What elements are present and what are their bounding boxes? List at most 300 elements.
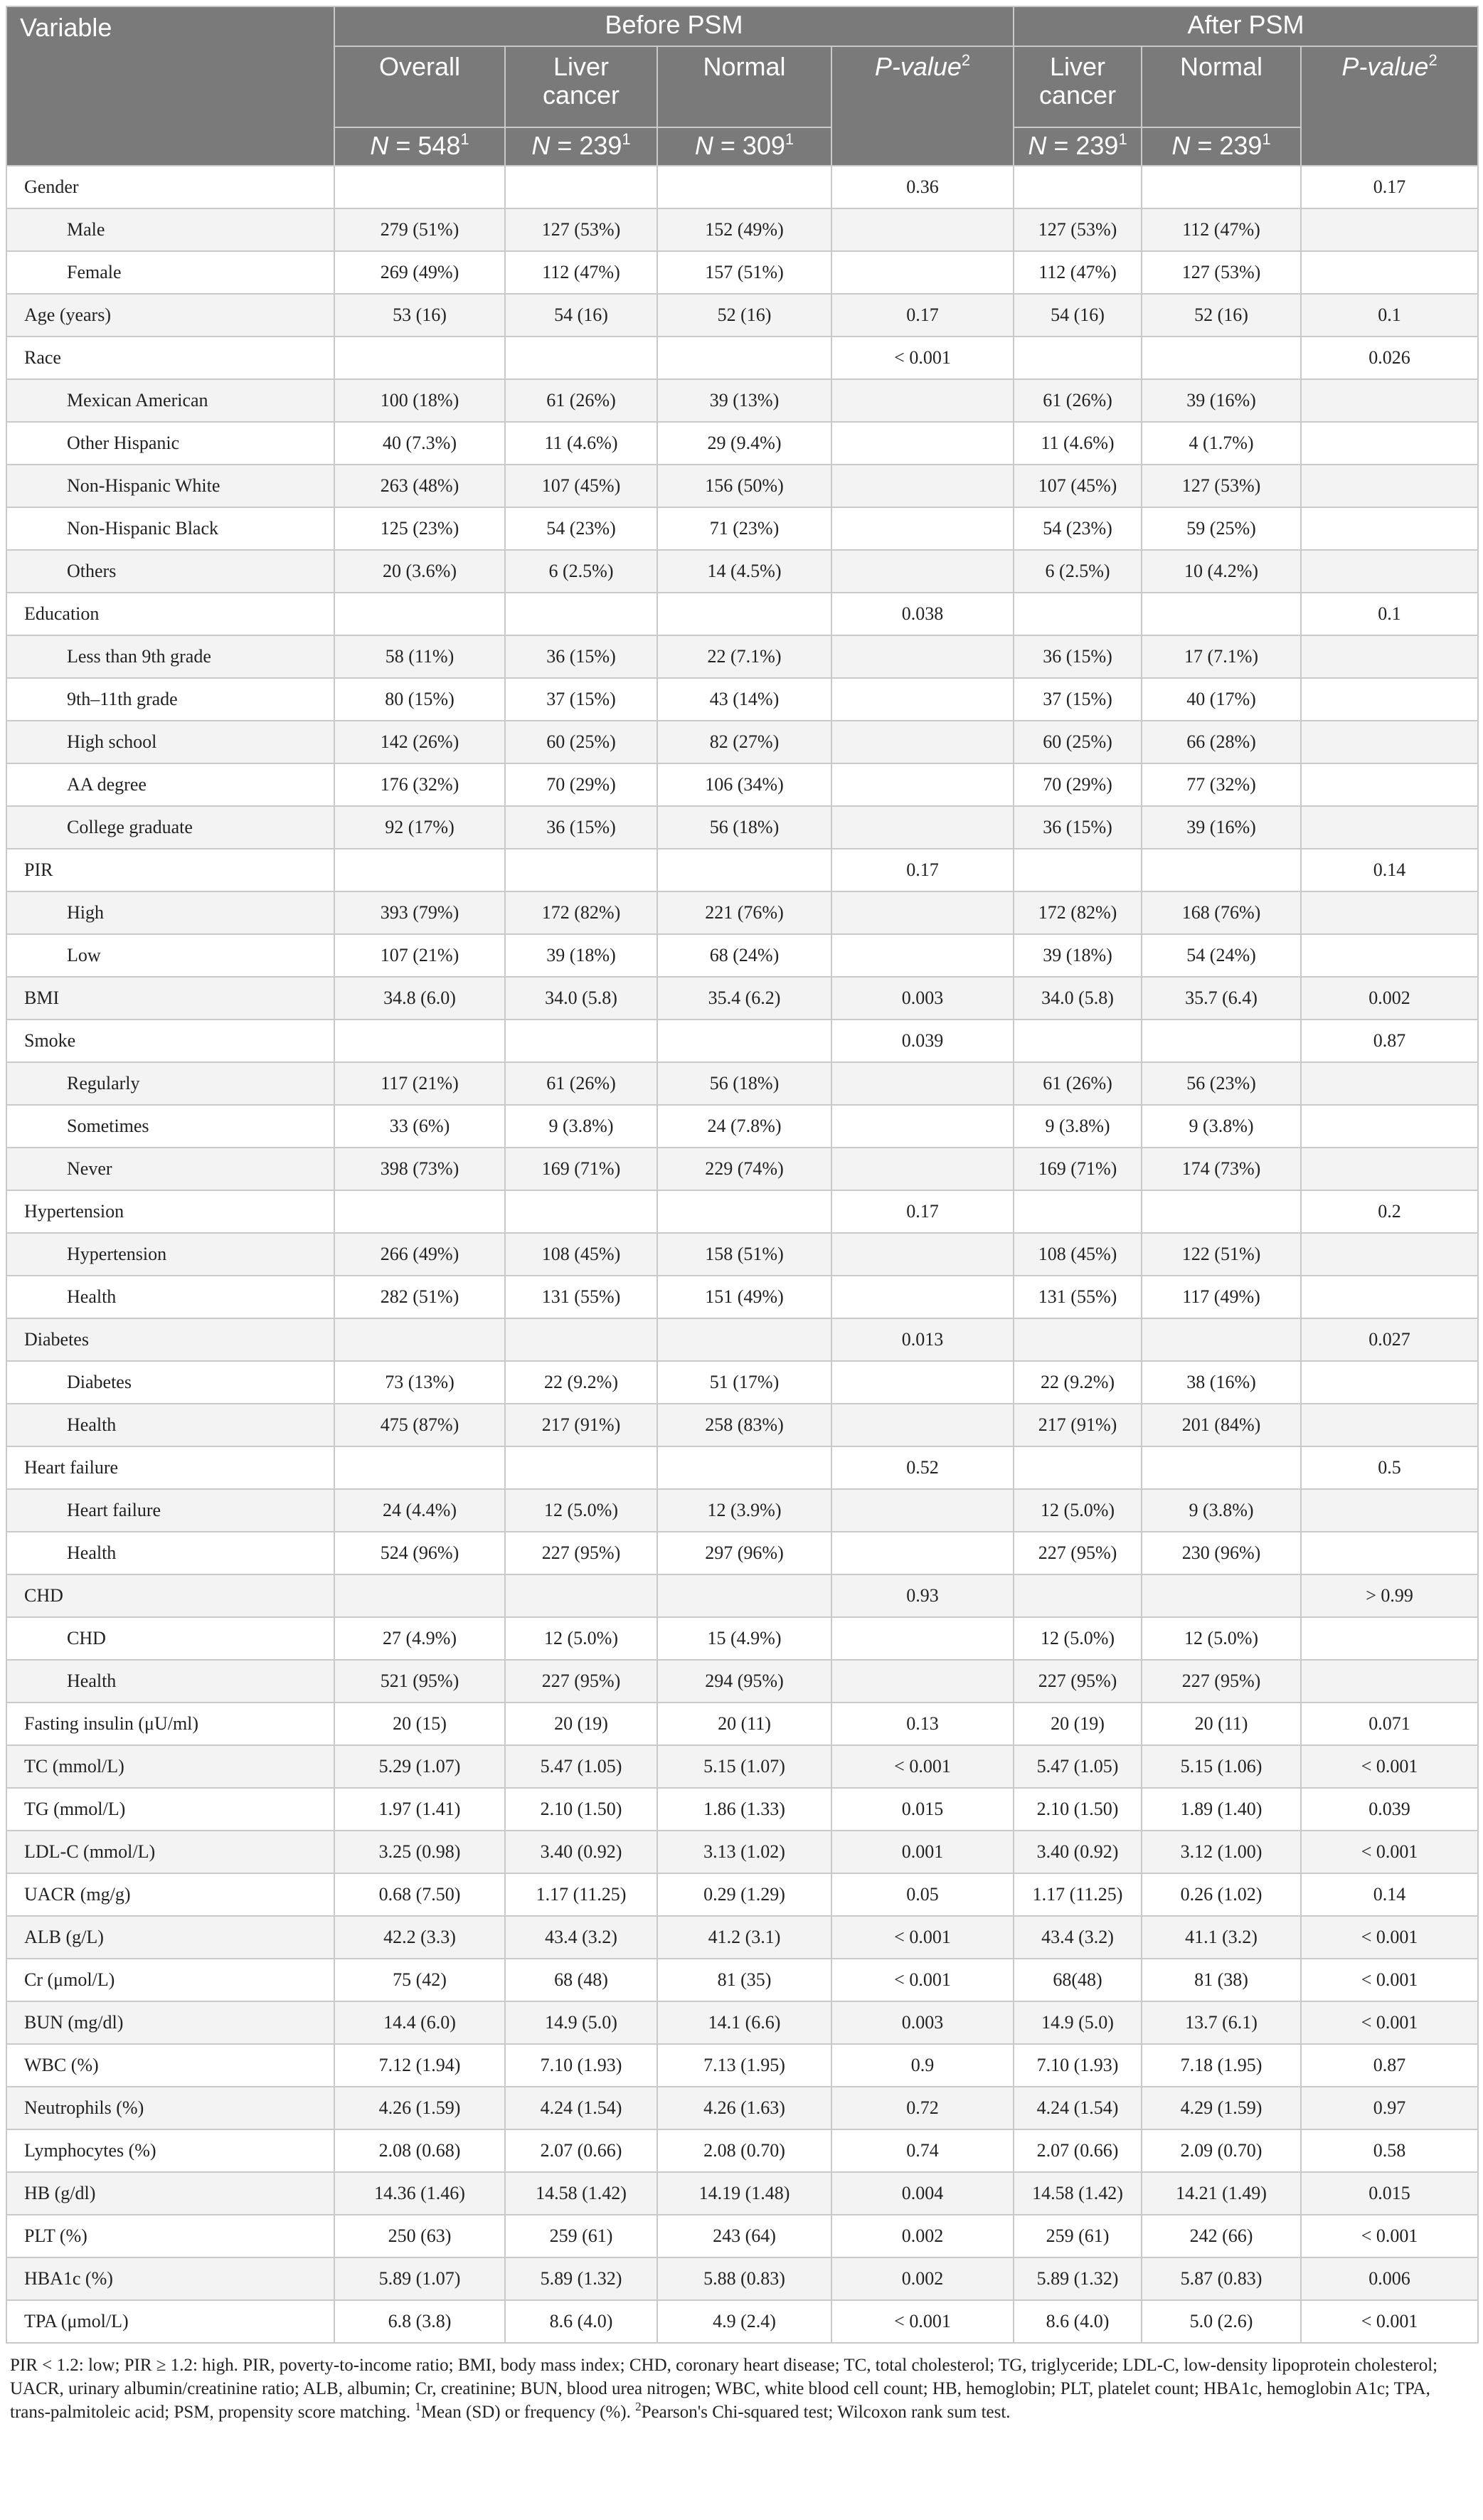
cell-liver-before: 131 (55%) bbox=[505, 1276, 657, 1318]
cell-liver-after: 14.9 (5.0) bbox=[1014, 2001, 1142, 2044]
cell-normal-before: 51 (17%) bbox=[657, 1361, 831, 1404]
cell-normal-before: 71 (23%) bbox=[657, 507, 831, 550]
cell-liver-before bbox=[505, 1318, 657, 1361]
cell-liver-before: 22 (9.2%) bbox=[505, 1361, 657, 1404]
table-row bbox=[6, 208, 1478, 251]
cell-p-before: < 0.001 bbox=[831, 2300, 1014, 2343]
cell-p-after: 0.17 bbox=[1301, 166, 1478, 208]
cell-overall: 3.25 (0.98) bbox=[334, 1831, 505, 1873]
cell-liver-before: 169 (71%) bbox=[505, 1148, 657, 1190]
liver-cancer-before-header: Liver cancer bbox=[505, 46, 657, 127]
cell-p-after bbox=[1301, 422, 1478, 465]
cell-normal-before: 82 (27%) bbox=[657, 721, 831, 763]
cell-liver-before: 3.40 (0.92) bbox=[505, 1831, 657, 1873]
cell-liver-after: 217 (91%) bbox=[1014, 1404, 1142, 1446]
cell-liver-before: 39 (18%) bbox=[505, 934, 657, 977]
cell-liver-after bbox=[1014, 1020, 1142, 1062]
cell-p-before bbox=[831, 1532, 1014, 1574]
cell-overall bbox=[334, 166, 505, 208]
cell-p-after: 0.58 bbox=[1301, 2129, 1478, 2172]
table-row bbox=[6, 721, 1478, 763]
cell-overall bbox=[334, 1020, 505, 1062]
table-row bbox=[6, 1190, 1478, 1233]
table-row bbox=[6, 1574, 1478, 1617]
table-row bbox=[6, 1617, 1478, 1660]
cell-liver-before: 172 (82%) bbox=[505, 891, 657, 934]
cell-overall: 1.97 (1.41) bbox=[334, 1788, 505, 1831]
table-row bbox=[6, 2129, 1478, 2172]
cell-normal-before: 68 (24%) bbox=[657, 934, 831, 977]
row-label: HBA1c (%) bbox=[6, 2257, 334, 2300]
cell-normal-after: 56 (23%) bbox=[1142, 1062, 1301, 1105]
cell-liver-before: 259 (61) bbox=[505, 2215, 657, 2257]
cell-overall bbox=[334, 1446, 505, 1489]
cell-p-before: 0.17 bbox=[831, 294, 1014, 337]
cell-p-after bbox=[1301, 507, 1478, 550]
cell-p-before bbox=[831, 1105, 1014, 1148]
cell-liver-after: 5.47 (1.05) bbox=[1014, 1745, 1142, 1788]
cell-liver-before: 54 (23%) bbox=[505, 507, 657, 550]
cell-liver-before: 36 (15%) bbox=[505, 806, 657, 849]
cell-liver-after: 1.17 (11.25) bbox=[1014, 1873, 1142, 1916]
cell-normal-after: 0.26 (1.02) bbox=[1142, 1873, 1301, 1916]
cell-normal-after bbox=[1142, 1020, 1301, 1062]
table-row bbox=[6, 1489, 1478, 1532]
table-row bbox=[6, 1660, 1478, 1703]
row-label: CHD bbox=[6, 1574, 334, 1617]
cell-liver-before: 14.9 (5.0) bbox=[505, 2001, 657, 2044]
cell-normal-after: 39 (16%) bbox=[1142, 806, 1301, 849]
row-label: College graduate bbox=[6, 806, 334, 849]
row-label: Non-Hispanic White bbox=[6, 465, 334, 507]
cell-liver-after: 112 (47%) bbox=[1014, 251, 1142, 294]
cell-overall bbox=[334, 1190, 505, 1233]
cell-overall: 53 (16) bbox=[334, 294, 505, 337]
cell-normal-before: 229 (74%) bbox=[657, 1148, 831, 1190]
cell-liver-before bbox=[505, 1574, 657, 1617]
cell-liver-after: 61 (26%) bbox=[1014, 379, 1142, 422]
normal-after-header: Normal bbox=[1142, 46, 1301, 127]
cell-overall: 2.08 (0.68) bbox=[334, 2129, 505, 2172]
cell-liver-before bbox=[505, 337, 657, 379]
cell-normal-before: 39 (13%) bbox=[657, 379, 831, 422]
cell-p-after: 0.2 bbox=[1301, 1190, 1478, 1233]
cell-overall: 73 (13%) bbox=[334, 1361, 505, 1404]
cell-overall bbox=[334, 1318, 505, 1361]
cell-liver-before: 20 (19) bbox=[505, 1703, 657, 1745]
cell-normal-after bbox=[1142, 1574, 1301, 1617]
cell-p-before bbox=[831, 934, 1014, 977]
cell-liver-after: 9 (3.8%) bbox=[1014, 1105, 1142, 1148]
cell-overall: 117 (21%) bbox=[334, 1062, 505, 1105]
row-label: Health bbox=[6, 1404, 334, 1446]
cell-liver-after: 36 (15%) bbox=[1014, 635, 1142, 678]
cell-p-before bbox=[831, 465, 1014, 507]
cell-liver-after: 7.10 (1.93) bbox=[1014, 2044, 1142, 2087]
cell-liver-after: 43.4 (3.2) bbox=[1014, 1916, 1142, 1959]
cell-p-after bbox=[1301, 379, 1478, 422]
row-label: CHD bbox=[6, 1617, 334, 1660]
cell-normal-before bbox=[657, 1190, 831, 1233]
table-row bbox=[6, 891, 1478, 934]
cell-overall bbox=[334, 1574, 505, 1617]
cell-normal-before bbox=[657, 166, 831, 208]
row-label: Health bbox=[6, 1276, 334, 1318]
cell-p-after bbox=[1301, 465, 1478, 507]
cell-normal-before bbox=[657, 337, 831, 379]
cell-p-before: < 0.001 bbox=[831, 1745, 1014, 1788]
cell-normal-after: 168 (76%) bbox=[1142, 891, 1301, 934]
cell-liver-after: 172 (82%) bbox=[1014, 891, 1142, 934]
cell-normal-after: 59 (25%) bbox=[1142, 507, 1301, 550]
row-label: Others bbox=[6, 550, 334, 593]
cell-p-before bbox=[831, 422, 1014, 465]
cell-overall: 27 (4.9%) bbox=[334, 1617, 505, 1660]
cell-overall: 398 (73%) bbox=[334, 1148, 505, 1190]
row-label: Fasting insulin (μU/ml) bbox=[6, 1703, 334, 1745]
cell-normal-after: 66 (28%) bbox=[1142, 721, 1301, 763]
row-label: Neutrophils (%) bbox=[6, 2087, 334, 2129]
table-row bbox=[6, 1318, 1478, 1361]
cell-liver-after bbox=[1014, 166, 1142, 208]
cell-liver-before bbox=[505, 849, 657, 891]
cell-p-before bbox=[831, 678, 1014, 721]
cell-liver-after bbox=[1014, 1574, 1142, 1617]
cell-normal-before: 0.29 (1.29) bbox=[657, 1873, 831, 1916]
row-label: 9th–11th grade bbox=[6, 678, 334, 721]
table-row bbox=[6, 1233, 1478, 1276]
cell-liver-before: 9 (3.8%) bbox=[505, 1105, 657, 1148]
cell-normal-after: 5.0 (2.6) bbox=[1142, 2300, 1301, 2343]
cell-p-before: 0.038 bbox=[831, 593, 1014, 635]
row-label: LDL-C (mmol/L) bbox=[6, 1831, 334, 1873]
table-row bbox=[6, 465, 1478, 507]
cell-normal-after: 174 (73%) bbox=[1142, 1148, 1301, 1190]
cell-normal-before: 158 (51%) bbox=[657, 1233, 831, 1276]
cell-normal-before bbox=[657, 593, 831, 635]
cell-overall bbox=[334, 337, 505, 379]
cell-liver-after: 127 (53%) bbox=[1014, 208, 1142, 251]
row-label: Sometimes bbox=[6, 1105, 334, 1148]
cell-overall: 58 (11%) bbox=[334, 635, 505, 678]
cell-p-before: 0.004 bbox=[831, 2172, 1014, 2215]
cell-liver-before: 43.4 (3.2) bbox=[505, 1916, 657, 1959]
cell-p-after bbox=[1301, 721, 1478, 763]
cell-overall: 524 (96%) bbox=[334, 1532, 505, 1574]
cell-liver-before: 36 (15%) bbox=[505, 635, 657, 678]
cell-overall: 0.68 (7.50) bbox=[334, 1873, 505, 1916]
cell-p-after: > 0.99 bbox=[1301, 1574, 1478, 1617]
cell-p-after bbox=[1301, 678, 1478, 721]
p-value-after-header: P-value$^2$ bbox=[1301, 46, 1478, 166]
cell-liver-after: 169 (71%) bbox=[1014, 1148, 1142, 1190]
row-label: Cr (μmol/L) bbox=[6, 1959, 334, 2001]
cell-normal-before: 14 (4.5%) bbox=[657, 550, 831, 593]
cell-liver-before: 12 (5.0%) bbox=[505, 1489, 657, 1532]
table-row bbox=[6, 1745, 1478, 1788]
cell-p-after: 0.026 bbox=[1301, 337, 1478, 379]
table-row bbox=[6, 507, 1478, 550]
cell-p-before bbox=[831, 763, 1014, 806]
cell-overall: 75 (42) bbox=[334, 1959, 505, 2001]
table-row bbox=[6, 2300, 1478, 2343]
cell-p-before: 0.002 bbox=[831, 2257, 1014, 2300]
row-label: BMI bbox=[6, 977, 334, 1020]
liver-cancer-after-header: Liver cancer bbox=[1014, 46, 1142, 127]
cell-p-after bbox=[1301, 635, 1478, 678]
cell-normal-before: 4.26 (1.63) bbox=[657, 2087, 831, 2129]
table-row bbox=[6, 294, 1478, 337]
cell-normal-before: 221 (76%) bbox=[657, 891, 831, 934]
cell-liver-before: 68 (48) bbox=[505, 1959, 657, 2001]
cell-p-before: 0.52 bbox=[831, 1446, 1014, 1489]
cell-p-before bbox=[831, 635, 1014, 678]
cell-liver-before: 107 (45%) bbox=[505, 465, 657, 507]
cell-liver-before: 14.58 (1.42) bbox=[505, 2172, 657, 2215]
cell-normal-before: 5.88 (0.83) bbox=[657, 2257, 831, 2300]
cell-p-before bbox=[831, 1617, 1014, 1660]
cell-liver-after bbox=[1014, 849, 1142, 891]
cell-p-before bbox=[831, 1361, 1014, 1404]
cell-normal-before bbox=[657, 1318, 831, 1361]
row-label: Mexican American bbox=[6, 379, 334, 422]
cell-liver-before: 54 (16) bbox=[505, 294, 657, 337]
cell-liver-before: 227 (95%) bbox=[505, 1660, 657, 1703]
row-label: Low bbox=[6, 934, 334, 977]
row-label: Male bbox=[6, 208, 334, 251]
cell-normal-before: 156 (50%) bbox=[657, 465, 831, 507]
cell-liver-before: 37 (15%) bbox=[505, 678, 657, 721]
cell-normal-after: 127 (53%) bbox=[1142, 465, 1301, 507]
row-label: TG (mmol/L) bbox=[6, 1788, 334, 1831]
cell-liver-before: 4.24 (1.54) bbox=[505, 2087, 657, 2129]
cell-p-before bbox=[831, 1404, 1014, 1446]
cell-p-before bbox=[831, 251, 1014, 294]
row-label: BUN (mg/dl) bbox=[6, 2001, 334, 2044]
cell-overall: 5.89 (1.07) bbox=[334, 2257, 505, 2300]
cell-normal-before: 7.13 (1.95) bbox=[657, 2044, 831, 2087]
cell-p-before bbox=[831, 806, 1014, 849]
n-normal-after: $N = 239^1$ bbox=[1142, 127, 1301, 166]
row-label: Female bbox=[6, 251, 334, 294]
row-label: Education bbox=[6, 593, 334, 635]
cell-normal-after: 9 (3.8%) bbox=[1142, 1489, 1301, 1532]
row-label: Race bbox=[6, 337, 334, 379]
row-label: ALB (g/L) bbox=[6, 1916, 334, 1959]
cell-overall: 42.2 (3.3) bbox=[334, 1916, 505, 1959]
cell-p-before: < 0.001 bbox=[831, 1916, 1014, 1959]
cell-normal-after: 77 (32%) bbox=[1142, 763, 1301, 806]
cell-liver-before bbox=[505, 1020, 657, 1062]
table-row bbox=[6, 977, 1478, 1020]
table-body bbox=[6, 166, 1478, 2343]
cell-p-after: 0.006 bbox=[1301, 2257, 1478, 2300]
cell-liver-after: 20 (19) bbox=[1014, 1703, 1142, 1745]
cell-p-after: < 0.001 bbox=[1301, 2300, 1478, 2343]
row-label: AA degree bbox=[6, 763, 334, 806]
cell-p-after bbox=[1301, 1276, 1478, 1318]
cell-liver-before: 1.17 (11.25) bbox=[505, 1873, 657, 1916]
cell-liver-before: 2.07 (0.66) bbox=[505, 2129, 657, 2172]
cell-normal-before: 297 (96%) bbox=[657, 1532, 831, 1574]
cell-liver-after: 6 (2.5%) bbox=[1014, 550, 1142, 593]
table-row bbox=[6, 763, 1478, 806]
cell-p-after bbox=[1301, 1105, 1478, 1148]
cell-liver-after: 37 (15%) bbox=[1014, 678, 1142, 721]
cell-p-before: < 0.001 bbox=[831, 337, 1014, 379]
cell-p-after bbox=[1301, 1489, 1478, 1532]
row-label: PLT (%) bbox=[6, 2215, 334, 2257]
cell-liver-after bbox=[1014, 337, 1142, 379]
cell-liver-after bbox=[1014, 1446, 1142, 1489]
cell-normal-after: 39 (16%) bbox=[1142, 379, 1301, 422]
cell-p-before: 0.93 bbox=[831, 1574, 1014, 1617]
cell-normal-before: 29 (9.4%) bbox=[657, 422, 831, 465]
cell-normal-before: 52 (16) bbox=[657, 294, 831, 337]
cell-p-before bbox=[831, 379, 1014, 422]
cell-liver-before: 12 (5.0%) bbox=[505, 1617, 657, 1660]
cell-p-after bbox=[1301, 1148, 1478, 1190]
cell-normal-after: 7.18 (1.95) bbox=[1142, 2044, 1301, 2087]
cell-p-before bbox=[831, 1148, 1014, 1190]
cell-overall: 34.8 (6.0) bbox=[334, 977, 505, 1020]
cell-liver-before: 5.47 (1.05) bbox=[505, 1745, 657, 1788]
cell-liver-after: 14.58 (1.42) bbox=[1014, 2172, 1142, 2215]
cell-normal-before: 24 (7.8%) bbox=[657, 1105, 831, 1148]
cell-liver-after: 12 (5.0%) bbox=[1014, 1617, 1142, 1660]
row-label: Age (years) bbox=[6, 294, 334, 337]
cell-overall: 7.12 (1.94) bbox=[334, 2044, 505, 2087]
table-row bbox=[6, 379, 1478, 422]
cell-normal-after: 41.1 (3.2) bbox=[1142, 1916, 1301, 1959]
cell-p-after: < 0.001 bbox=[1301, 1916, 1478, 1959]
table-row bbox=[6, 1831, 1478, 1873]
table-row bbox=[6, 806, 1478, 849]
cell-normal-after: 3.12 (1.00) bbox=[1142, 1831, 1301, 1873]
cell-p-before bbox=[831, 1233, 1014, 1276]
cell-p-after bbox=[1301, 550, 1478, 593]
cell-normal-before: 2.08 (0.70) bbox=[657, 2129, 831, 2172]
cell-p-after bbox=[1301, 934, 1478, 977]
cell-p-before: 0.17 bbox=[831, 849, 1014, 891]
table-row bbox=[6, 251, 1478, 294]
table-header bbox=[6, 6, 1478, 166]
cell-overall: 20 (15) bbox=[334, 1703, 505, 1745]
cell-overall: 100 (18%) bbox=[334, 379, 505, 422]
row-label: Regularly bbox=[6, 1062, 334, 1105]
cell-p-before bbox=[831, 550, 1014, 593]
cell-normal-after: 9 (3.8%) bbox=[1142, 1105, 1301, 1148]
table-row bbox=[6, 1916, 1478, 1959]
row-label: Lymphocytes (%) bbox=[6, 2129, 334, 2172]
cell-liver-after: 3.40 (0.92) bbox=[1014, 1831, 1142, 1873]
cell-p-after: < 0.001 bbox=[1301, 1831, 1478, 1873]
cell-liver-after: 227 (95%) bbox=[1014, 1532, 1142, 1574]
cell-liver-after: 54 (23%) bbox=[1014, 507, 1142, 550]
cell-liver-after bbox=[1014, 1190, 1142, 1233]
cell-normal-after: 13.7 (6.1) bbox=[1142, 2001, 1301, 2044]
cell-liver-after: 5.89 (1.32) bbox=[1014, 2257, 1142, 2300]
page bbox=[6, 6, 1477, 2424]
cell-p-before: 0.001 bbox=[831, 1831, 1014, 1873]
row-label: Never bbox=[6, 1148, 334, 1190]
table-row bbox=[6, 2257, 1478, 2300]
cell-p-before: 0.002 bbox=[831, 2215, 1014, 2257]
baseline-characteristics-table bbox=[6, 6, 1479, 2344]
cell-p-before: 0.74 bbox=[831, 2129, 1014, 2172]
table-row bbox=[6, 1959, 1478, 2001]
cell-p-before: 0.17 bbox=[831, 1190, 1014, 1233]
cell-normal-after: 52 (16) bbox=[1142, 294, 1301, 337]
cell-liver-after: 61 (26%) bbox=[1014, 1062, 1142, 1105]
cell-p-after bbox=[1301, 208, 1478, 251]
table-row bbox=[6, 1361, 1478, 1404]
cell-p-after: 0.87 bbox=[1301, 1020, 1478, 1062]
cell-p-before bbox=[831, 1660, 1014, 1703]
cell-liver-before: 61 (26%) bbox=[505, 1062, 657, 1105]
cell-liver-after bbox=[1014, 1318, 1142, 1361]
cell-overall: 475 (87%) bbox=[334, 1404, 505, 1446]
cell-overall: 4.26 (1.59) bbox=[334, 2087, 505, 2129]
cell-liver-after: 11 (4.6%) bbox=[1014, 422, 1142, 465]
cell-liver-after: 68(48) bbox=[1014, 1959, 1142, 2001]
cell-liver-after: 39 (18%) bbox=[1014, 934, 1142, 977]
cell-normal-after: 227 (95%) bbox=[1142, 1660, 1301, 1703]
cell-liver-after: 70 (29%) bbox=[1014, 763, 1142, 806]
row-label: Hypertension bbox=[6, 1190, 334, 1233]
cell-overall bbox=[334, 849, 505, 891]
cell-p-after bbox=[1301, 1660, 1478, 1703]
cell-normal-before: 1.86 (1.33) bbox=[657, 1788, 831, 1831]
cell-overall: 279 (51%) bbox=[334, 208, 505, 251]
cell-p-before: 0.003 bbox=[831, 2001, 1014, 2044]
cell-normal-before: 152 (49%) bbox=[657, 208, 831, 251]
table-row bbox=[6, 2001, 1478, 2044]
cell-normal-before: 41.2 (3.1) bbox=[657, 1916, 831, 1959]
cell-p-after bbox=[1301, 1532, 1478, 1574]
cell-normal-after: 81 (38) bbox=[1142, 1959, 1301, 2001]
cell-normal-before bbox=[657, 849, 831, 891]
n-liver-before: $N = 239^1$ bbox=[505, 127, 657, 166]
cell-overall: 521 (95%) bbox=[334, 1660, 505, 1703]
cell-p-before bbox=[831, 1062, 1014, 1105]
table-row bbox=[6, 1105, 1478, 1148]
cell-normal-after: 12 (5.0%) bbox=[1142, 1617, 1301, 1660]
cell-normal-after: 4 (1.7%) bbox=[1142, 422, 1301, 465]
table-row bbox=[6, 166, 1478, 208]
cell-liver-before: 8.6 (4.0) bbox=[505, 2300, 657, 2343]
cell-normal-before: 12 (3.9%) bbox=[657, 1489, 831, 1532]
cell-liver-before bbox=[505, 1190, 657, 1233]
table-row bbox=[6, 1873, 1478, 1916]
cell-p-before: 0.013 bbox=[831, 1318, 1014, 1361]
cell-normal-after bbox=[1142, 337, 1301, 379]
cell-p-after: 0.87 bbox=[1301, 2044, 1478, 2087]
cell-normal-after bbox=[1142, 849, 1301, 891]
row-label: Hypertension bbox=[6, 1233, 334, 1276]
cell-p-before: 0.05 bbox=[831, 1873, 1014, 1916]
table-row bbox=[6, 1404, 1478, 1446]
cell-p-after: < 0.001 bbox=[1301, 1959, 1478, 2001]
row-label: PIR bbox=[6, 849, 334, 891]
cell-liver-before bbox=[505, 166, 657, 208]
cell-p-before bbox=[831, 1489, 1014, 1532]
cell-normal-before: 20 (11) bbox=[657, 1703, 831, 1745]
table-row bbox=[6, 550, 1478, 593]
table-row bbox=[6, 1788, 1478, 1831]
cell-p-after: < 0.001 bbox=[1301, 2001, 1478, 2044]
n-liver-after: $N = 239^1$ bbox=[1014, 127, 1142, 166]
